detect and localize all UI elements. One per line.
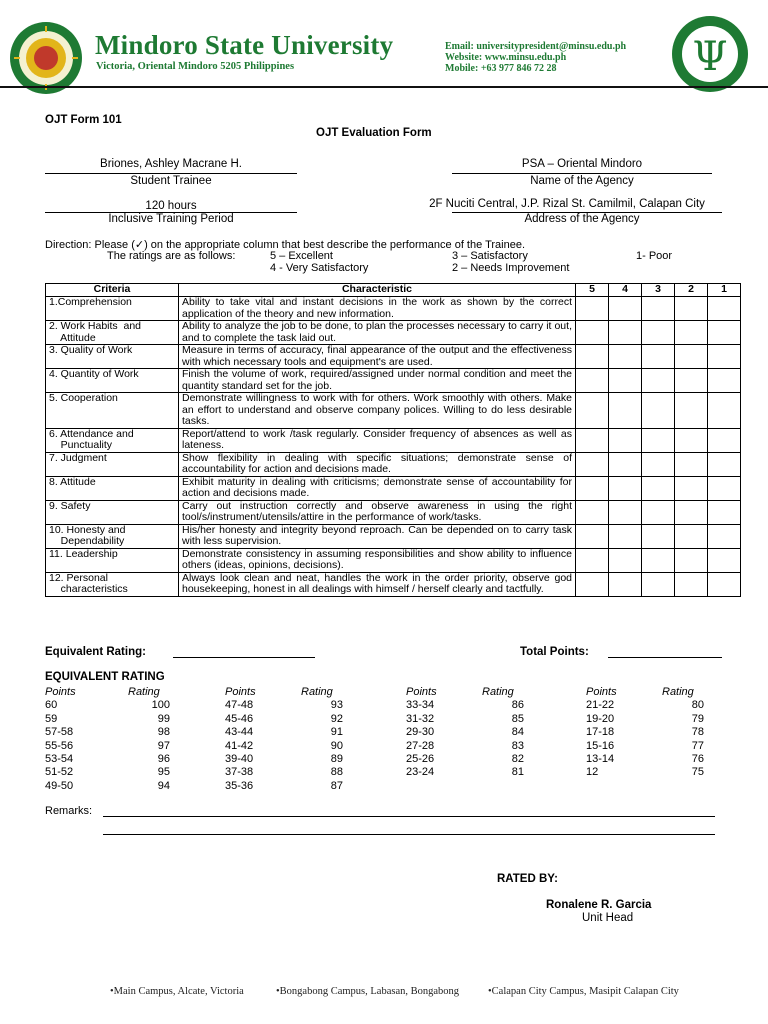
rating-value: 93 [330, 699, 343, 712]
criteria-cell: 11. Leadership [46, 548, 179, 572]
university-name: Mindoro State University [95, 30, 394, 60]
criteria-cell: 12. Personal characteristics [46, 572, 179, 596]
points-value: 25-26 [406, 752, 435, 765]
points-value: 33-34 [406, 699, 435, 712]
equivalent-rating-title: EQUIVALENT RATING [45, 671, 165, 683]
criteria-cell: 4. Quantity of Work [46, 369, 179, 393]
table-row [46, 369, 741, 393]
points-value: 39-40 [225, 752, 254, 765]
equivalent-rating-label: Equivalent Rating: [45, 646, 146, 658]
points-column [406, 686, 437, 780]
rating-1-checkbox[interactable] [708, 345, 741, 369]
rating-5-checkbox[interactable] [576, 297, 609, 321]
rating-5-checkbox[interactable] [576, 452, 609, 476]
header-rating-2: 2 [675, 284, 708, 297]
rating-2-checkbox[interactable] [675, 500, 708, 524]
points-value: 15-16 [586, 739, 615, 752]
rating-5-checkbox[interactable] [576, 369, 609, 393]
points-value: 41-42 [225, 739, 254, 752]
rating-value: 81 [511, 766, 524, 779]
header-rating-5: 5 [576, 284, 609, 297]
contact-website: Website: www.minsu.edu.ph [445, 52, 567, 63]
rating-2-checkbox[interactable] [675, 321, 708, 345]
rating-3-checkbox[interactable] [642, 345, 675, 369]
rating-1-checkbox[interactable] [708, 548, 741, 572]
rating-3-checkbox[interactable] [642, 476, 675, 500]
university-logo [8, 20, 84, 96]
points-value: 13-14 [586, 752, 615, 765]
rating-4-checkbox[interactable] [609, 428, 642, 452]
rating-header: Rating [662, 686, 694, 698]
ratings-intro: The ratings are as follows: [107, 250, 236, 262]
characteristic-cell: Demonstrate willingness to work with for others. Work smoothly with others. Make an effort to understand and observe company polices. Willing to do less desirable tasks. [179, 393, 576, 429]
rating-1-checkbox[interactable] [708, 297, 741, 321]
rating-value: 78 [691, 726, 704, 739]
rating-column [128, 686, 170, 793]
points-value: 21-22 [586, 699, 615, 712]
rating-2-checkbox[interactable] [675, 297, 708, 321]
agency-name: PSA – Oriental Mindoro [521, 158, 643, 170]
svg-text:Ψ: Ψ [692, 34, 728, 80]
characteristic-cell: Show flexibility in dealing with specific situations; demonstrate sense of accountability for action and decisions made. [179, 452, 576, 476]
points-value: 53-54 [45, 752, 74, 765]
characteristic-cell: Measure in terms of accuracy, final appearance of the output and the effectiveness with which necessary tools and equipment's are used. [179, 345, 576, 369]
points-value: 51-52 [45, 766, 74, 779]
rating-value: 91 [330, 726, 343, 739]
table-row [46, 297, 741, 321]
rating-2-checkbox[interactable] [675, 428, 708, 452]
points-column [586, 686, 617, 780]
rating-value: 79 [691, 712, 704, 725]
rating-4-checkbox[interactable] [609, 476, 642, 500]
rating-5-checkbox[interactable] [576, 476, 609, 500]
criteria-cell: 7. Judgment [46, 452, 179, 476]
points-value: 43-44 [225, 726, 254, 739]
criteria-cell: 10. Honesty and Dependability [46, 524, 179, 548]
rating-value: 80 [691, 699, 704, 712]
rating-value: 87 [330, 779, 343, 792]
rating-value: 84 [511, 726, 524, 739]
points-value: 19-20 [586, 712, 615, 725]
rating-value: 92 [330, 712, 343, 725]
table-row [46, 476, 741, 500]
rating-1-checkbox[interactable] [708, 500, 741, 524]
characteristic-cell: Demonstrate consistency in assuming responsibilities and show ability to influence others (ideas, opinions, decisions). [179, 548, 576, 572]
remarks-line-1[interactable] [103, 816, 715, 817]
table-row [46, 524, 741, 548]
rating-3-checkbox[interactable] [642, 321, 675, 345]
header-characteristic: Characteristic [179, 284, 576, 297]
rating-4-checkbox[interactable] [609, 321, 642, 345]
rater-position: Unit Head [582, 912, 634, 924]
rating-3-checkbox[interactable] [642, 297, 675, 321]
table-row [46, 428, 741, 452]
points-value: 23-24 [406, 766, 435, 779]
total-points-field[interactable] [608, 657, 722, 658]
student-name-line [45, 173, 297, 174]
rating-1-checkbox[interactable] [708, 321, 741, 345]
rating-legend-1: 1- Poor [636, 250, 673, 262]
rating-4-checkbox[interactable] [609, 500, 642, 524]
university-address: Victoria, Oriental Mindoro 5205 Philippines [96, 61, 295, 72]
footer-campus-main: •Main Campus, Alcate, Victoria [110, 986, 244, 997]
criteria-cell: 5. Cooperation [46, 393, 179, 429]
points-value: 29-30 [406, 726, 435, 739]
psychology-department-logo [670, 14, 750, 94]
table-header-row [46, 284, 741, 297]
points-value: 49-50 [45, 779, 74, 792]
rating-legend-4: 4 - Very Satisfactory [270, 262, 369, 274]
header-rating-3: 3 [642, 284, 675, 297]
agency-label: Name of the Agency [530, 175, 634, 187]
rating-column [482, 686, 524, 780]
rater-name: Ronalene R. Garcia [546, 899, 652, 911]
points-value: 45-46 [225, 712, 254, 725]
points-header: Points [406, 686, 437, 698]
criteria-cell: 9. Safety [46, 500, 179, 524]
rating-5-checkbox[interactable] [576, 321, 609, 345]
points-value: 47-48 [225, 699, 254, 712]
characteristic-cell: Finish the volume of work, required/assigned under normal condition and meet the quantity standard set for the job. [179, 369, 576, 393]
rating-value: 89 [330, 752, 343, 765]
rating-legend-2: 2 – Needs Improvement [452, 262, 570, 274]
table-row [46, 548, 741, 572]
contact-email: Email: universitypresident@minsu.edu.ph [445, 41, 627, 52]
points-column [45, 686, 76, 793]
table-row [46, 393, 741, 429]
rating-value: 88 [330, 766, 343, 779]
remarks-line-2[interactable] [103, 834, 715, 835]
training-hours: 120 hours [145, 200, 197, 212]
agency-address-label: Address of the Agency [524, 213, 640, 225]
rating-value: 75 [691, 766, 704, 779]
rating-5-checkbox[interactable] [576, 428, 609, 452]
rating-4-checkbox[interactable] [609, 393, 642, 429]
table-row [46, 321, 741, 345]
form-code: OJT Form 101 [45, 114, 122, 126]
rating-3-checkbox[interactable] [642, 428, 675, 452]
rated-by-label: RATED BY: [497, 873, 558, 885]
characteristic-cell: Exhibit maturity in dealing with criticisms; demonstrate sense of accountability for action and decisions made. [179, 476, 576, 500]
header-rating-4: 4 [609, 284, 642, 297]
agency-name-line [452, 173, 712, 174]
footer-campus-bongabong: •Bongabong Campus, Labasan, Bongabong [276, 986, 460, 997]
rating-1-checkbox[interactable] [708, 572, 741, 596]
rating-1-checkbox[interactable] [708, 452, 741, 476]
rating-1-checkbox[interactable] [708, 524, 741, 548]
points-header: Points [586, 686, 617, 698]
rating-2-checkbox[interactable] [675, 393, 708, 429]
rating-2-checkbox[interactable] [675, 572, 708, 596]
rating-5-checkbox[interactable] [576, 572, 609, 596]
points-value: 57-58 [45, 726, 74, 739]
rating-2-checkbox[interactable] [675, 524, 708, 548]
rating-value: 82 [511, 752, 524, 765]
characteristic-cell: Report/attend to work /task regularly. Consider frequency of absences as well as lateness. [179, 428, 576, 452]
points-value: 12 [586, 766, 599, 779]
points-value: 55-56 [45, 739, 74, 752]
header-divider [0, 86, 768, 88]
table-row [46, 572, 741, 596]
header-criteria: Criteria [46, 284, 179, 297]
rating-value: 85 [511, 712, 524, 725]
student-name: Briones, Ashley Macrane H. [100, 158, 242, 170]
rating-3-checkbox[interactable] [642, 548, 675, 572]
rating-3-checkbox[interactable] [642, 452, 675, 476]
rating-header: Rating [128, 686, 160, 698]
points-value: 59 [45, 712, 58, 725]
rating-3-checkbox[interactable] [642, 393, 675, 429]
rating-2-checkbox[interactable] [675, 548, 708, 572]
rating-1-checkbox[interactable] [708, 476, 741, 500]
rating-5-checkbox[interactable] [576, 393, 609, 429]
rating-3-checkbox[interactable] [642, 524, 675, 548]
rating-value: 96 [157, 752, 170, 765]
rating-value: 94 [157, 779, 170, 792]
rating-value: 95 [157, 766, 170, 779]
points-header: Points [225, 686, 256, 698]
rating-4-checkbox[interactable] [609, 548, 642, 572]
rating-2-checkbox[interactable] [675, 369, 708, 393]
characteristic-cell: Always look clean and neat, handles the work in the order priority, observe god housekeeping, honest in all dealings with himself / herself clearly and tactfully. [179, 572, 576, 596]
points-value: 37-38 [225, 766, 254, 779]
rating-value: 97 [157, 739, 170, 752]
rating-2-checkbox[interactable] [675, 476, 708, 500]
rating-3-checkbox[interactable] [642, 500, 675, 524]
rating-legend-5: 5 – Excellent [270, 250, 333, 262]
rating-3-checkbox[interactable] [642, 572, 675, 596]
table-row [46, 452, 741, 476]
footer-campus-calapan: •Calapan City Campus, Masipit Calapan City [488, 986, 679, 997]
equivalent-rating-field[interactable] [173, 657, 315, 658]
points-value: 17-18 [586, 726, 615, 739]
rating-2-checkbox[interactable] [675, 452, 708, 476]
rating-value: 98 [157, 726, 170, 739]
criteria-cell: 6. Attendance and Punctuality [46, 428, 179, 452]
rating-header: Rating [482, 686, 514, 698]
points-header: Points [45, 686, 76, 698]
rating-4-checkbox[interactable] [609, 572, 642, 596]
rating-1-checkbox[interactable] [708, 369, 741, 393]
rating-3-checkbox[interactable] [642, 369, 675, 393]
direction-text: Direction: Please (✓) on the appropriate column that best describe the performance of the Trainee. [45, 239, 526, 251]
points-column [225, 686, 256, 793]
rating-2-checkbox[interactable] [675, 345, 708, 369]
rating-legend-3: 3 – Satisfactory [452, 250, 528, 262]
criteria-cell: 1.Comprehension [46, 297, 179, 321]
points-value: 31-32 [406, 712, 435, 725]
rating-value: 90 [330, 739, 343, 752]
rating-value: 77 [691, 739, 704, 752]
criteria-cell: 2. Work Habits and Attitude [46, 321, 179, 345]
total-points-label: Total Points: [520, 646, 589, 658]
characteristic-cell: Carry out instruction correctly and observe awareness in using the right tool/s/instrument/utensils/attire in the performance of work/tasks. [179, 500, 576, 524]
criteria-cell: 8. Attitude [46, 476, 179, 500]
rating-1-checkbox[interactable] [708, 393, 741, 429]
rating-column [662, 686, 704, 780]
characteristic-cell: Ability to take vital and instant decisions in the work as shown by the correct application of the theory and new information. [179, 297, 576, 321]
rating-header: Rating [301, 686, 333, 698]
rating-value: 100 [151, 699, 170, 712]
rating-column [301, 686, 343, 793]
form-title: OJT Evaluation Form [316, 127, 432, 139]
points-value: 27-28 [406, 739, 435, 752]
rating-value: 76 [691, 752, 704, 765]
points-value: 35-36 [225, 779, 254, 792]
rating-value: 99 [157, 712, 170, 725]
rating-4-checkbox[interactable] [609, 369, 642, 393]
table-row [46, 500, 741, 524]
rating-5-checkbox[interactable] [576, 524, 609, 548]
rating-5-checkbox[interactable] [576, 548, 609, 572]
rating-1-checkbox[interactable] [708, 428, 741, 452]
rating-4-checkbox[interactable] [609, 345, 642, 369]
rating-value: 86 [511, 699, 524, 712]
rating-4-checkbox[interactable] [609, 452, 642, 476]
agency-address: 2F Nuciti Central, J.P. Rizal St. Camilmil, Calapan City [429, 198, 705, 210]
rating-5-checkbox[interactable] [576, 345, 609, 369]
points-value: 60 [45, 699, 58, 712]
evaluation-table [45, 283, 741, 597]
rating-4-checkbox[interactable] [609, 524, 642, 548]
table-row [46, 345, 741, 369]
training-hours-label: Inclusive Training Period [108, 213, 234, 225]
rating-5-checkbox[interactable] [576, 500, 609, 524]
contact-mobile: Mobile: +63 977 846 72 28 [445, 63, 557, 74]
student-label: Student Trainee [130, 175, 212, 187]
remarks-label: Remarks: [45, 805, 93, 817]
characteristic-cell: His/her honesty and integrity beyond reproach. Can be depended on to carry task with less supervision. [179, 524, 576, 548]
header-rating-1: 1 [708, 284, 741, 297]
rating-value: 83 [511, 739, 524, 752]
criteria-cell: 3. Quality of Work [46, 345, 179, 369]
rating-4-checkbox[interactable] [609, 297, 642, 321]
characteristic-cell: Ability to analyze the job to be done, to plan the processes necessary to carry it out, and to complete the task laid out. [179, 321, 576, 345]
